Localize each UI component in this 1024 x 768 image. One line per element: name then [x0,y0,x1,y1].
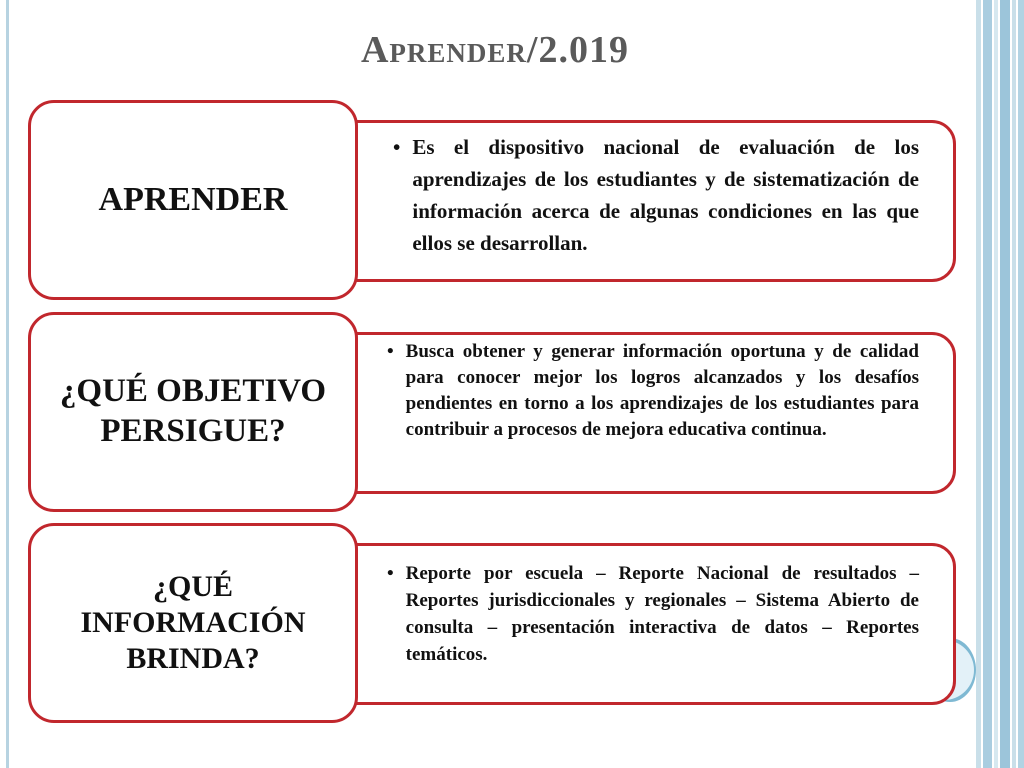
bullet-icon: • [393,135,401,159]
content-text-informacion: Reporte por escuela – Reporte Nacional de resultados – Reportes jurisdiccionales y regionales – Sistema Abierto de consulta – presentación interactiva de datos – Reportes temáticos. [405,563,919,665]
row-informacion [0,523,1024,733]
label-objetivo: ¿QUÉ OBJETIVO PERSIGUE? [59,373,327,449]
label-box-objetivo [28,312,358,512]
slide-title: Aprender/2.019 [360,29,629,71]
content-box-informacion [300,543,956,705]
bullet-icon: • [387,341,394,362]
content-text-objetivo: Busca obtener y generar información oportuna y de calidad para conocer mejor los logros alcanzados y los desafíos pendientes en torno a los aprendizajes de los estudiantes para contribuir a procesos de mejora educativa continua. [405,341,919,440]
content-box-objetivo [300,332,956,494]
label-informacion: ¿QUÉ INFORMACIÓN BRINDA? [80,570,306,675]
row-aprender [0,100,1024,310]
label-box-informacion [28,523,358,723]
bullet-icon: • [387,563,394,584]
content-box-aprender [300,120,956,282]
bullet-item [387,339,919,443]
bullet-item [393,131,919,259]
content-text-aprender: Es el dispositivo nacional de evaluación de los aprendizajes de los estudiantes y de sistematización de información acerca de algunas condiciones en las que ellos se desarrollan. [412,135,919,255]
label-aprender: APRENDER [98,180,288,218]
row-objetivo [0,312,1024,522]
bullet-item [387,560,919,668]
label-box-aprender [28,100,358,300]
